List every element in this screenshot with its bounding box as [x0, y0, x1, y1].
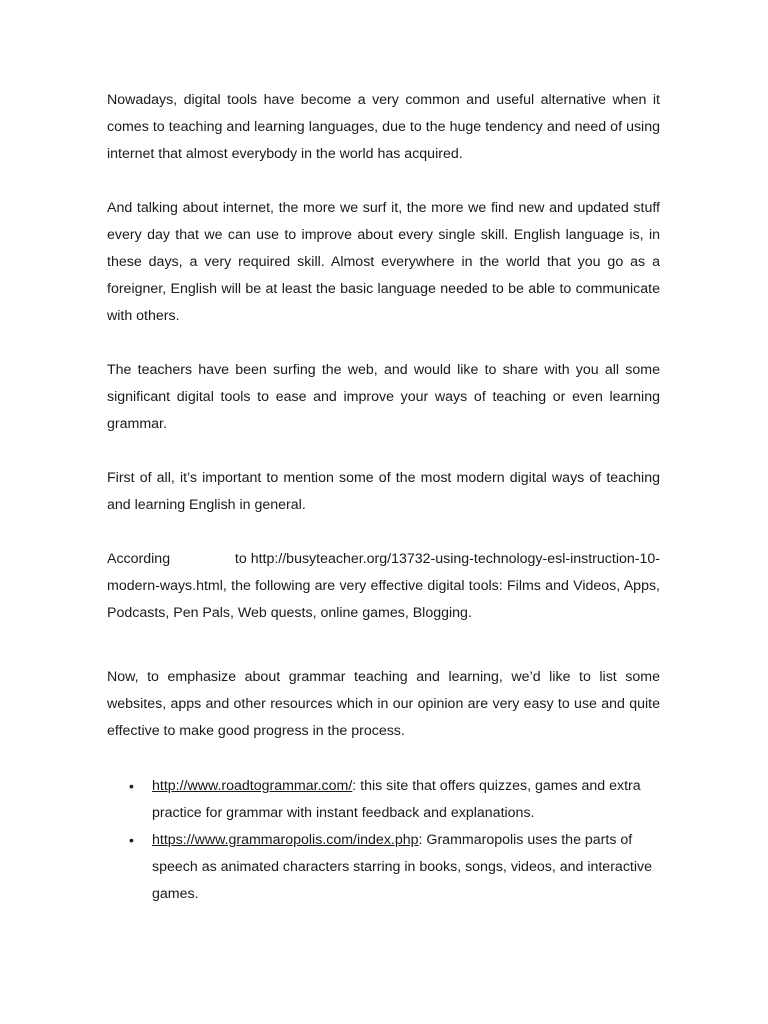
according-url-start: to http://busyteacher.org/13732-using-technology-esl-instruction-10-: [234, 551, 660, 567]
paragraph-intro: Nowadays, digital tools have become a very common and useful alternative when it comes to teaching and learning languages, due to the huge tendency and need of using internet that almost everybody in the world has acquired.: [107, 92, 660, 162]
list-item-text: : this site that offers quizzes, games and extra practice for grammar with instant feedback and explanations.: [152, 778, 641, 821]
list-item: [107, 827, 660, 908]
according-rest: modern-ways.html, the following are very effective digital tools: Films and Videos, Apps, Podcasts, Pen Pals, Web quests, online games, Blogging.: [107, 578, 660, 621]
paragraph-first-of-all: First of all, it’s important to mention some of the most modern digital ways of teaching and learning English in general.: [107, 470, 660, 513]
bullet-icon: •: [129, 832, 134, 848]
paragraph-grammar: Now, to emphasize about grammar teaching and learning, we’d like to list some websites, apps and other resources which in our opinion are very easy to use and quite effective to make good progress in the process.: [107, 669, 660, 739]
link-grammaropolis[interactable]: https://www.grammaropolis.com/index.php: [152, 832, 419, 848]
resource-list: [107, 773, 660, 908]
according-word: According: [107, 551, 171, 567]
bullet-icon: •: [129, 778, 134, 794]
list-item: [107, 773, 660, 827]
paragraph-teachers: The teachers have been surfing the web, and would like to share with you all some significant digital tools to ease and improve your ways of teaching or even learning grammar.: [107, 362, 660, 432]
link-roadtogrammar[interactable]: http://www.roadtogrammar.com/: [152, 778, 353, 794]
paragraph-according: [107, 546, 660, 627]
document-page: [107, 87, 660, 908]
according-first-line: [107, 546, 660, 573]
paragraph-internet: And talking about internet, the more we surf it, the more we find new and updated stuff every day that we can use to improve about every single skill. English language is, in these days, a very required skill. Almost everywhere in the world that you go as a foreigner, English will be at least the basic language needed to be able to communicate with others.: [107, 200, 660, 324]
list-item-text: : Grammaropolis uses the parts of speech as animated characters starring in books, songs, videos, and interactive games.: [152, 832, 652, 902]
